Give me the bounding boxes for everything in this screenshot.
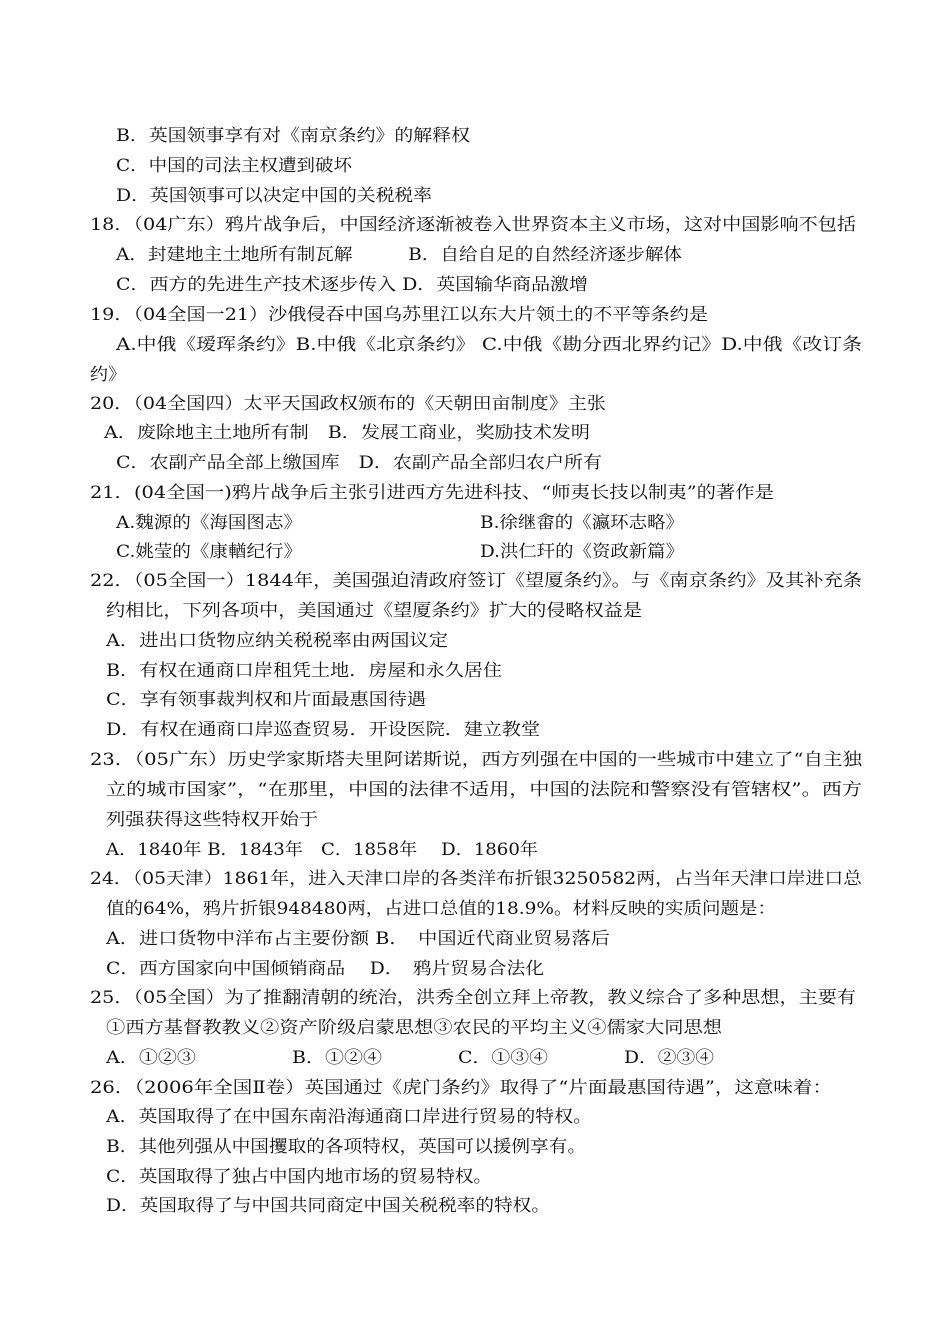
q19-options-continued: 约》 [90,365,126,385]
q26-option-b: B．其他列强从中国攫取的各项特权，英国可以援例享有。 [106,1137,586,1157]
q23-stem-line3: 列强获得这些特权开始于 [106,810,318,830]
q22-option-d: D．有权在通商口岸巡查贸易．开设医院．建立教堂 [106,720,540,740]
q23-options: A．1840年 B．1843年 C．1858年 D．1860年 [106,840,538,860]
q24-options-cd: C．西方国家向中国倾销商品 D． 鸦片贸易合法化 [106,959,544,979]
q23-stem: 23．（05广东）历史学家斯塔夫里阿诺斯说，西方列强在中国的一些城市中建立了“自主独 [90,750,862,770]
q25-stem-continued: ①西方基督教教义②资产阶级启蒙思想③农民的平均主义④儒家大同思想 [106,1018,722,1038]
q24-stem: 24．（05天津）1861年，进入天津口岸的各类洋布折银3250582两，占当年天津口岸进口总 [90,869,862,889]
q26-option-d: D．英国取得了与中国共同商定中国关税税率的特权。 [106,1196,550,1216]
q19-options: A.中俄《瑷珲条约》B.中俄《北京条约》 C.中俄《勘分西北界约记》D.中俄《改订条 [116,335,862,355]
q22-stem: 22．（05全国一）1844年，美国强迫清政府签订《望厦条约》。与《南京条约》及其补充条 [90,571,862,591]
q24-stem-continued: 值的64%，鸦片折银948480两，占进口总值的18.9%。材料反映的实质问题是： [106,899,776,919]
q18-options-cd: C．西方的先进生产技术逐步传入 D．英国输华商品激增 [116,275,588,295]
q24-options-ab: A．进口货物中洋布占主要份额 B． 中国近代商业贸易落后 [106,929,610,949]
q21-option-d: D.洪仁玕的《资政新篇》 [480,542,684,562]
q20-options-cd: C．农副产品全部上缴国库 D．农副产品全部归农户所有 [116,453,602,473]
q18-options-ab: A．封建地主土地所有制瓦解 B．自给自足的自然经济逐步解体 [116,245,682,265]
q21-option-a: A.魏源的《海国图志》 [116,513,302,533]
q17-option-c: C．中国的司法主权遭到破坏 [116,156,352,176]
q23-stem-line2: 立的城市国家”，“在那里，中国的法律不适用，中国的法院和警察没有管辖权”。西方 [106,780,862,800]
q22-stem-continued: 约相比，下列各项中，美国通过《望厦条约》扩大的侵略权益是 [106,601,642,621]
q26-stem: 26．（2006年全国Ⅱ卷）英国通过《虎门条约》取得了“片面最惠国待遇”，这意味着： [90,1078,832,1098]
q18-stem: 18．（04广东）鸦片战争后，中国经济逐渐被卷入世界资本主义市场，这对中国影响不包括 [90,215,856,235]
q19-stem: 19．（04全国一21）沙俄侵吞中国乌苏里江以东大片领土的不平等条约是 [90,305,709,325]
q21-option-c: C.姚莹的《康輶纪行》 [116,542,302,562]
q25-option-c: C．①③④ [458,1048,548,1068]
q22-option-a: A．进出口货物应纳关税税率由两国议定 [106,631,448,651]
q26-option-c: C．英国取得了独占中国内地市场的贸易特权。 [106,1167,492,1187]
q25-option-a: A．①②③ [106,1048,196,1068]
q20-options-ab: A．废除地主土地所有制 B．发展工商业，奖励技术发明 [104,423,590,443]
q25-option-b: B．①②④ [292,1048,382,1068]
q22-option-c: C．享有领事裁判权和片面最惠国待遇 [106,690,426,710]
q25-stem: 25．（05全国）为了推翻清朝的统治，洪秀全创立拜上帝教，教义综合了多种思想，主要有 [90,988,856,1008]
q25-option-d: D．②③④ [624,1048,714,1068]
q22-option-b: B．有权在通商口岸租凭土地．房屋和永久居住 [106,661,502,681]
q17-option-d: D．英国领事可以决定中国的关税税率 [116,186,432,206]
q26-option-a: A．英国取得了在中国东南沿海通商口岸进行贸易的特权。 [106,1107,592,1127]
q17-option-b: B．英国领事享有对《南京条约》的解释权 [116,126,470,146]
q20-stem: 20．（04全国四）太平天国政权颁布的《天朝田亩制度》主张 [90,394,606,414]
q21-stem: 21．(04全国一)鸦片战争后主张引进西方先进科技、“师夷长技以制夷”的著作是 [90,483,774,503]
q21-option-b: B.徐继畬的《瀛环志略》 [480,513,684,533]
